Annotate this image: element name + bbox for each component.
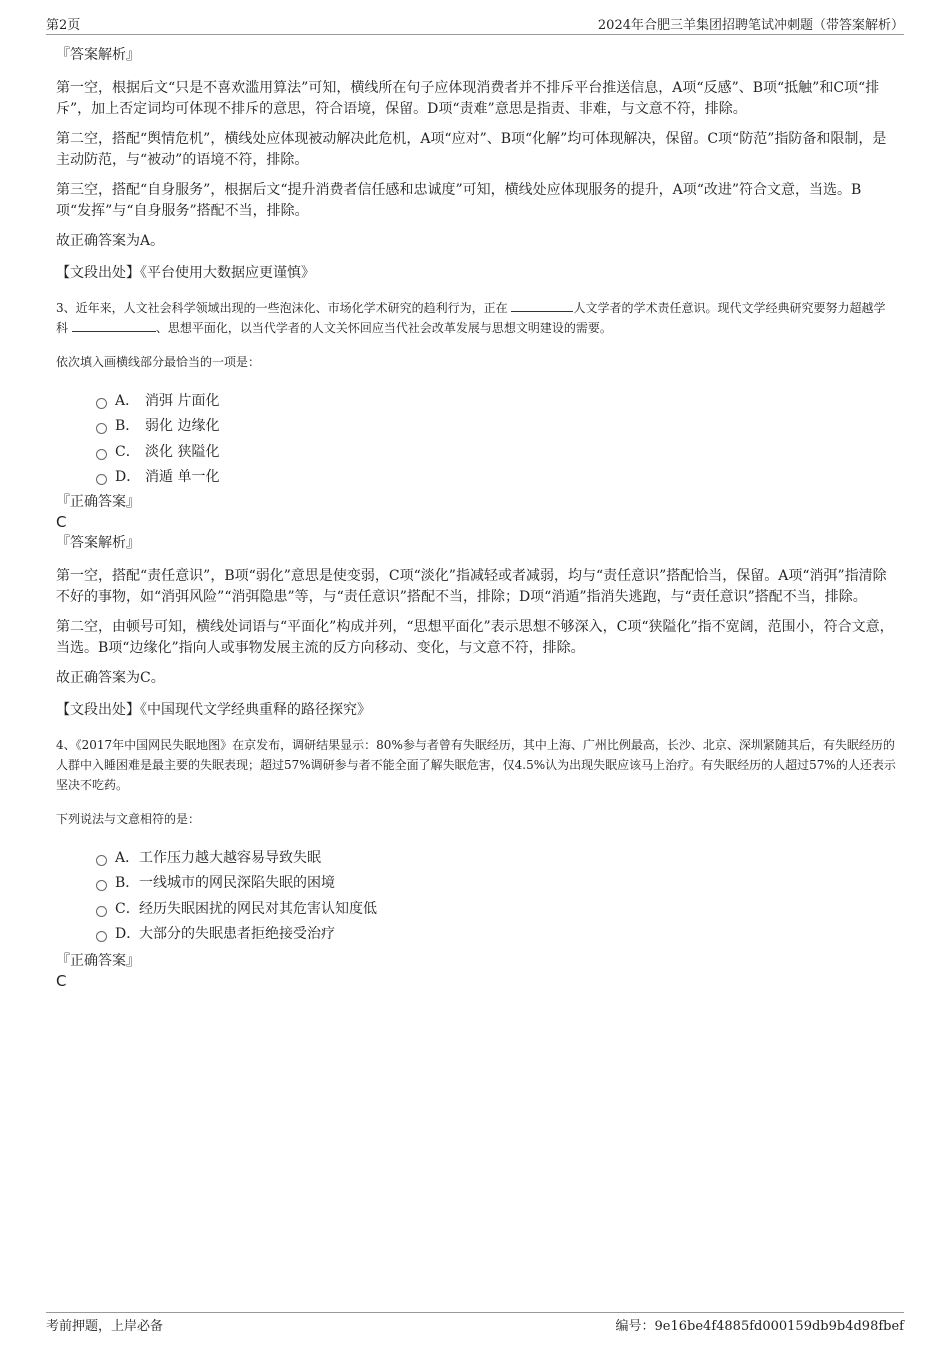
q2-analysis-label: 『答案解析』 xyxy=(56,47,140,63)
q4-option-a[interactable]: A． 工作压力越大越容易导致失眠 xyxy=(96,845,896,871)
radio-icon[interactable] xyxy=(96,398,107,409)
q4-options xyxy=(56,845,896,947)
footer-slogan: 考前押题，上岸必备 xyxy=(46,1319,164,1334)
q2-analysis-p3: 第三空，搭配“自身服务”，根据后文“提升消费者信任感和忠诚度”可知，横线处应体现服务的提升，A项“改进”符合文意，当选。B项“发挥”与“自身服务”搭配不当，排除。 xyxy=(56,182,862,219)
radio-icon[interactable] xyxy=(96,423,107,434)
q3-option-b[interactable]: B． 弱化 边缘化 xyxy=(96,414,896,440)
document-id: 编号：9e16be4f4885fd000159db9b4d98fbef xyxy=(615,1319,904,1334)
q3-option-c[interactable]: C． 淡化 狭隘化 xyxy=(96,439,896,465)
q3-correct-label: 『正确答案』 xyxy=(56,494,140,510)
radio-icon[interactable] xyxy=(96,474,107,485)
radio-icon[interactable] xyxy=(96,880,107,891)
q3-blank-1 xyxy=(511,299,573,312)
q3-blank-2 xyxy=(72,319,156,332)
page-content xyxy=(56,44,896,992)
page-footer xyxy=(46,1312,904,1337)
q3-option-d[interactable]: D． 消遁 单一化 xyxy=(96,465,896,491)
q3-correct-answer: C xyxy=(56,513,67,531)
q4-stem: 4、《2017年中国网民失眠地图》在京发布，调研结果显示：80%参与者曾有失眠经历，其中上海、广州比例最高，长沙、北京、深圳紧随其后，有失眠经历的人群中入睡困难是最主要的失眠表现；超过57%调研参与者不能全面了解失眠危害，仅4.5%认为出现失眠应该马上治疗。有失眠经历的人超过57%的人还表示坚决不吃药。 xyxy=(56,738,896,792)
q3-conclusion: 故正确答案为C。 xyxy=(56,670,165,686)
q3-source: 【文段出处】《中国现代文学经典重释的路径探究》 xyxy=(56,702,371,718)
q4-prompt: 下列说法与文意相符的是： xyxy=(56,812,201,826)
radio-icon[interactable] xyxy=(96,449,107,460)
q3-analysis-p1: 第一空，搭配“责任意识”，B项“弱化”意思是使变弱，C项“淡化”指减轻或者减弱，均与“责任意识”搭配恰当，保留。A项“消弭”指清除不好的事物，如“消弭风险”“消弭隐患”等，与“责任意识”搭配不当，排除；D项“消遁”指消失逃跑，与“责任意识”搭配不当，排除。 xyxy=(56,568,887,605)
q4-correct-label: 『正确答案』 xyxy=(56,953,140,969)
radio-icon[interactable] xyxy=(96,931,107,942)
q4-option-d[interactable]: D． 大部分的失眠患者拒绝接受治疗 xyxy=(96,922,896,948)
q2-source: 【文段出处】《平台使用大数据应更谨慎》 xyxy=(56,265,315,281)
q2-conclusion: 故正确答案为A。 xyxy=(56,233,165,249)
q3-options xyxy=(56,388,896,490)
page-header xyxy=(46,14,904,35)
page-number: 第2页 xyxy=(46,18,81,33)
radio-icon[interactable] xyxy=(96,906,107,917)
q3-stem: 3、近年来，人文社会科学领域出现的一些泡沫化、市场化学术研究的趋利行为，正在 人文学者的学术责任意识。现代文学经典研究要努力超越学科 、思想平面化，以当代学者的人文关怀回应当代社会改革发展与思想文明建设的需要。 xyxy=(56,301,886,335)
q3-analysis-label: 『答案解析』 xyxy=(56,535,140,551)
q3-option-a[interactable]: A． 消弭 片面化 xyxy=(96,388,896,414)
q2-analysis-p2: 第二空，搭配“舆情危机”，横线处应体现被动解决此危机，A项“应对”、B项“化解”均可体现解决，保留。C项“防范”指防备和限制，是主动防范，与“被动”的语境不符，排除。 xyxy=(56,131,887,168)
q4-option-c[interactable]: C． 经历失眠困扰的网民对其危害认知度低 xyxy=(96,896,896,922)
q2-analysis-p1: 第一空，根据后文“只是不喜欢滥用算法”可知，横线所在句子应体现消费者并不排斥平台推送信息，A项“反感”、B项“抵触”和C项“排斥”，加上否定词均可体现不排斥的意思，符合语境，保留。D项“责难”意思是指责、非难，与文意不符，排除。 xyxy=(56,80,880,117)
q3-prompt: 依次填入画横线部分最恰当的一项是： xyxy=(56,355,261,369)
q4-correct-answer: C xyxy=(56,972,67,990)
radio-icon[interactable] xyxy=(96,855,107,866)
document-title: 2024年合肥三羊集团招聘笔试冲刺题（带答案解析） xyxy=(597,18,904,33)
q3-analysis-p2: 第二空，由顿号可知，横线处词语与“平面化”构成并列，“思想平面化”表示思想不够深入，C项“狭隘化”指不宽阔，范围小，符合文意，当选。B项“边缘化”指向人或事物发展主流的反方向移动、变化，与文意不符，排除。 xyxy=(56,619,894,656)
q4-option-b[interactable]: B． 一线城市的网民深陷失眠的困境 xyxy=(96,871,896,897)
